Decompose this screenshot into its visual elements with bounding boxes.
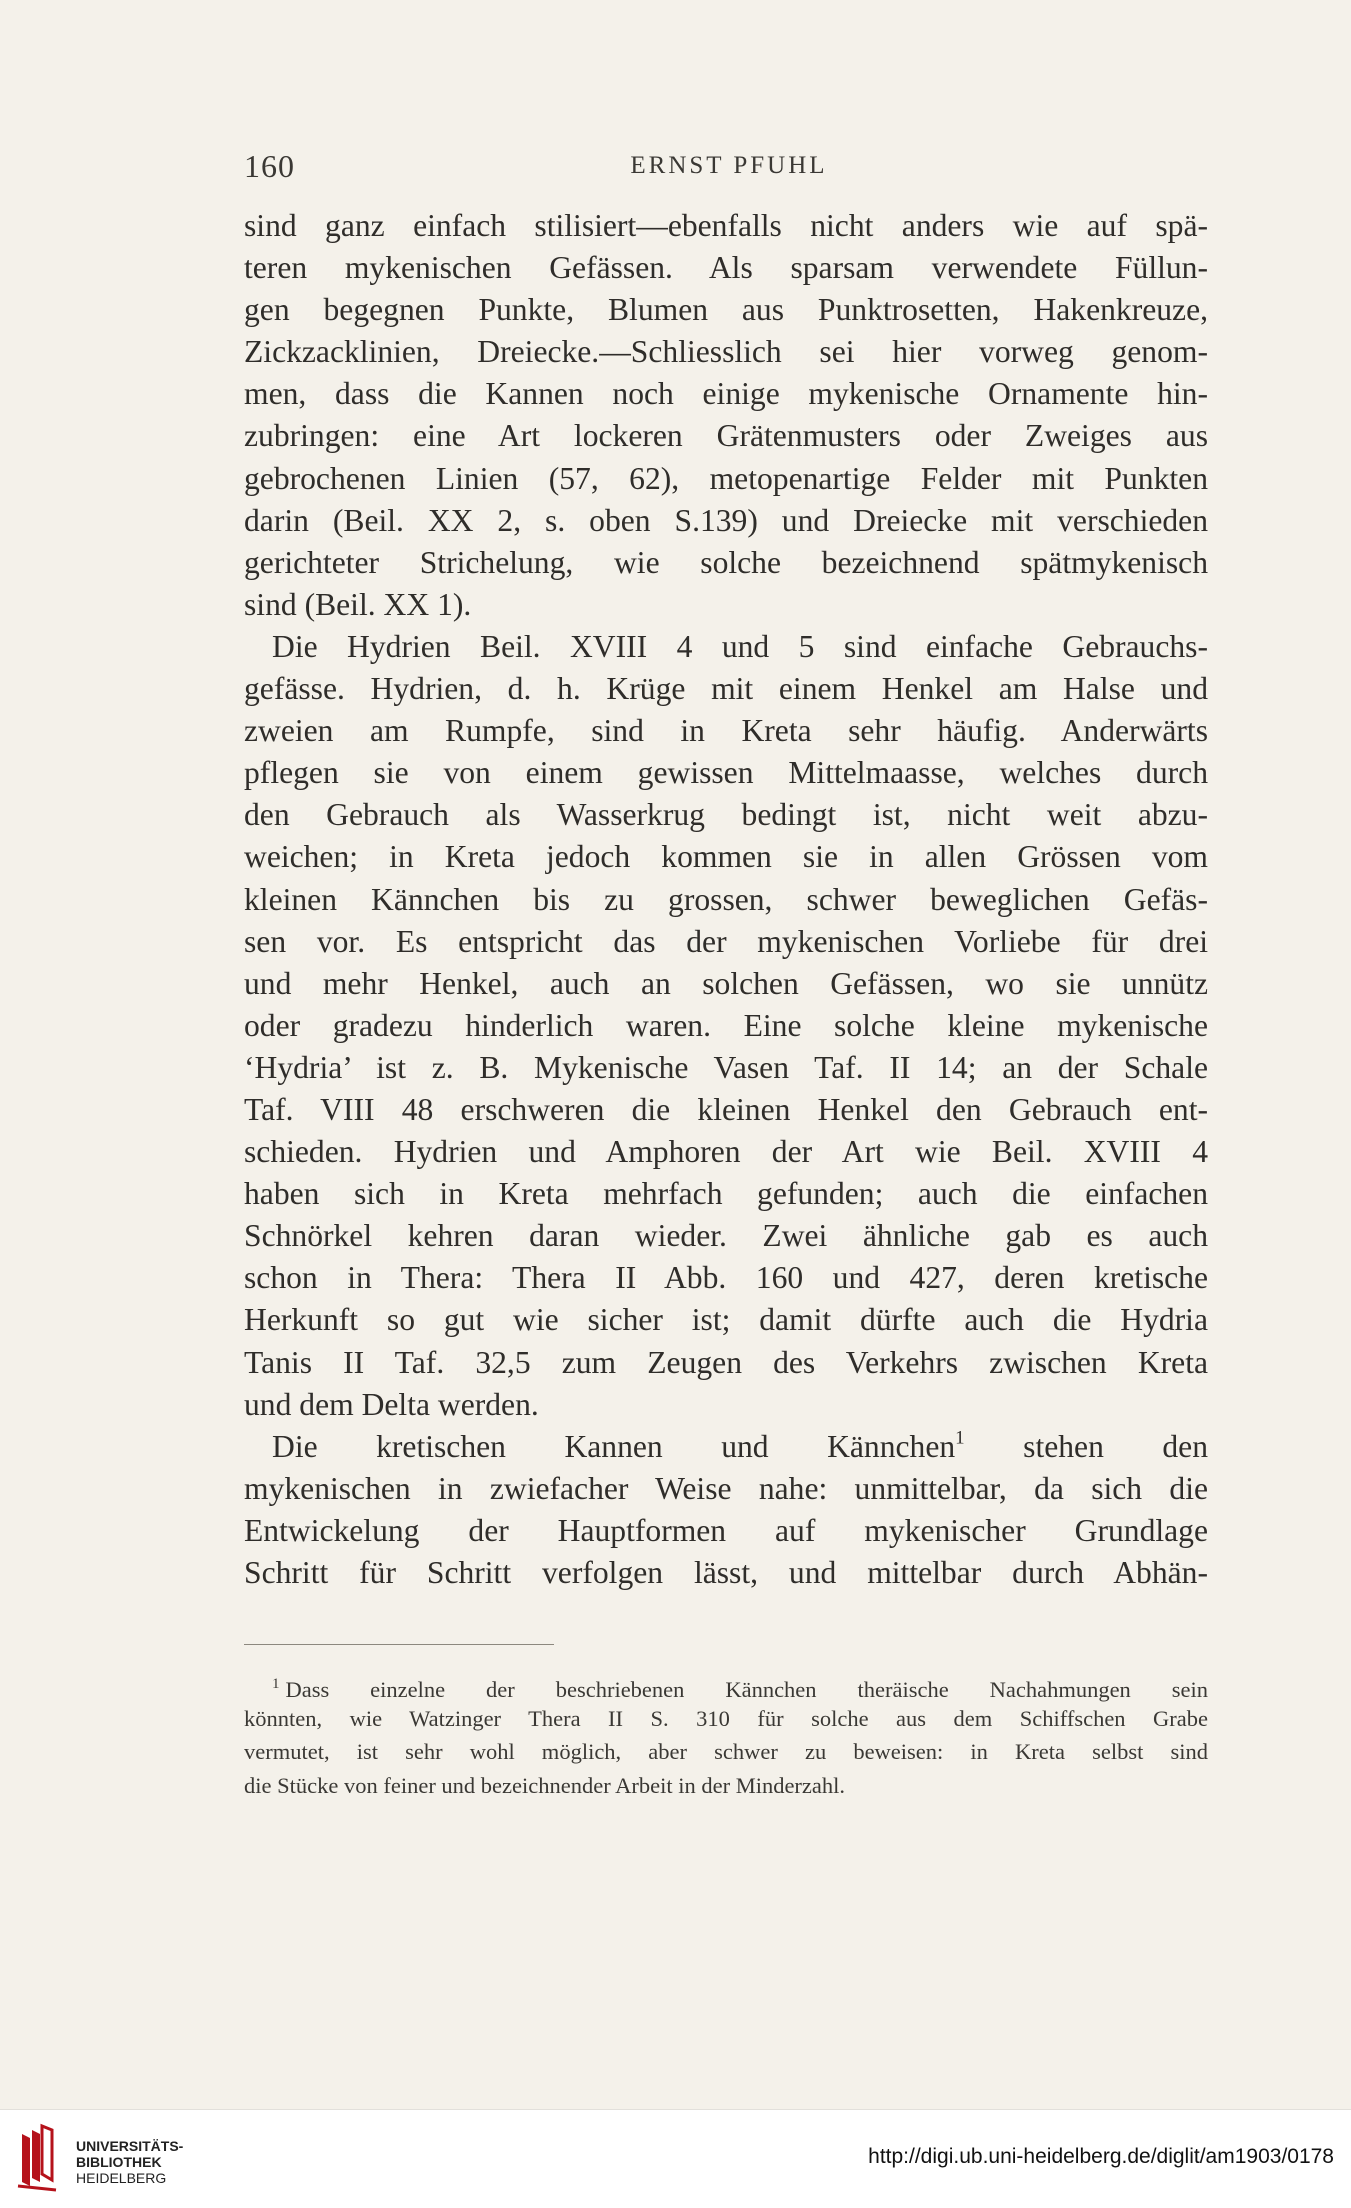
footnote-line xyxy=(244,1668,1208,1702)
page-header xyxy=(244,148,1214,188)
footnote-marker: 1 xyxy=(272,1676,280,1692)
text-line: und mehr Henkel, auch an solchen Gefässen, wo sie unnütz xyxy=(244,965,1208,1001)
text-line: gefässe. Hydrien, d. h. Krüge mit einem Henkel am Halse und xyxy=(244,671,1208,707)
logo-line: BIBLIOTHEK xyxy=(76,2154,162,2170)
text-line: haben sich in Kreta mehrfach gefunden; auch die einfachen xyxy=(244,1176,1208,1212)
text-line: zweien am Rumpfe, sind in Kreta sehr häufig. Anderwärts xyxy=(244,713,1208,749)
viewer-footer xyxy=(0,2109,1351,2208)
text-line: sind ganz einfach stilisiert—ebenfalls nicht anders wie auf spä- xyxy=(244,208,1208,243)
text-line: schon in Thera: Thera II Abb. 160 und 427, deren kretische xyxy=(244,1260,1208,1296)
text-line: Taf. VIII 48 erschweren die kleinen Henkel den Gebrauch ent- xyxy=(244,1091,1208,1127)
text-line: ‘Hydria’ ist z. B. Mykenische Vasen Taf. II 14; an der Schale xyxy=(244,1049,1208,1085)
text-line: Schritt für Schritt verfolgen lässt, und mittelbar durch Abhän- xyxy=(244,1555,1208,1590)
text-line: weichen; in Kreta jedoch kommen sie in allen Grössen vom xyxy=(244,839,1208,875)
text-line: pflegen sie von einem gewissen Mittelmaasse, welches durch xyxy=(244,755,1208,791)
text-line-start: Die kretischen Kannen und Kännchen xyxy=(272,1428,956,1464)
source-url-link[interactable]: http://digi.ub.uni-heidelberg.de/diglit/am1903/0178 xyxy=(868,2145,1334,2168)
text-line: und dem Delta werden. xyxy=(244,1386,539,1422)
footnote-line: könnten, wie Watzinger Thera II S. 310 für solche aus dem Schiffschen Grabe xyxy=(244,1705,1208,1731)
footnote-line: vermutet, ist sehr wohl möglich, aber schwer zu beweisen: in Kreta selbst sind xyxy=(244,1739,1208,1764)
text-line: Entwickelung der Hauptformen auf mykenischer Grundlage xyxy=(244,1512,1208,1548)
text-line: gen begegnen Punkte, Blumen aus Punktrosetten, Hakenkreuze, xyxy=(244,292,1208,328)
text-line-end: stehen den xyxy=(1023,1428,1208,1464)
body-text xyxy=(244,205,1208,1594)
footnote-divider xyxy=(244,1644,554,1645)
text-line: gebrochenen Linien (57, 62), metopenartige Felder mit Punkten xyxy=(244,460,1208,496)
footnote-reference[interactable]: 1 xyxy=(955,1427,965,1449)
page-number: 160 xyxy=(244,148,295,184)
text-line: gerichteter Strichelung, wie solche bezeichnend spätmykenisch xyxy=(244,544,1208,580)
text-line: Schnörkel kehren daran wieder. Zwei ähnliche gab es auch xyxy=(244,1218,1208,1254)
text-line: zubringen: eine Art lockeren Grätenmusters oder Zweiges aus xyxy=(244,418,1208,454)
text-line: teren mykenischen Gefässen. Als sparsam verwendete Füllun- xyxy=(244,250,1208,286)
footnote xyxy=(244,1668,1208,1802)
text-line: mykenischen in zwiefacher Weise nahe: unmittelbar, da sich die xyxy=(244,1470,1208,1506)
text-line: sind (Beil. XX 1). xyxy=(244,586,472,622)
text-line: kleinen Kännchen bis zu grossen, schwer beweglichen Gefäs- xyxy=(244,881,1208,917)
text-line: darin (Beil. XX 2, s. oben S.139) und Dreiecke mit verschieden xyxy=(244,502,1208,538)
logo-line: UNIVERSITÄTS- xyxy=(76,2138,184,2154)
paragraph-start-line xyxy=(244,1426,1208,1468)
text-line: Herkunft so gut wie sicher ist; damit dürfte auch die Hydria xyxy=(244,1302,1208,1338)
text-line: Zickzacklinien, Dreiecke.—Schliesslich sei hier vorweg genom- xyxy=(244,334,1208,370)
text-line: Tanis II Taf. 32,5 zum Zeugen des Verkehrs zwischen Kreta xyxy=(244,1344,1208,1380)
text-line: men, dass die Kannen noch einige mykenische Ornamente hin- xyxy=(244,376,1208,412)
library-logo-icon[interactable] xyxy=(16,2120,60,2192)
logo-line: HEIDELBERG xyxy=(76,2170,167,2186)
text-line: sen vor. Es entspricht das der mykenischen Vorliebe für drei xyxy=(244,923,1208,959)
running-head: ERNST PFUHL xyxy=(630,152,828,179)
text-line: den Gebrauch als Wasserkrug bedingt ist, nicht weit abzu- xyxy=(244,797,1208,833)
footnote-line: die Stücke von feiner und bezeichnender Arbeit in der Minderzahl. xyxy=(244,1772,846,1798)
text-line: schieden. Hydrien und Amphoren der Art wie Beil. XVIII 4 xyxy=(244,1134,1208,1170)
text-line: oder gradezu hinderlich waren. Eine solche kleine mykenische xyxy=(244,1007,1208,1043)
footnote-text: Dass einzelne der beschriebenen Kännchen theräische Nachahmungen sein xyxy=(285,1677,1208,1702)
paragraph-start-line: Die Hydrien Beil. XVIII 4 und 5 sind einfache Gebrauchs- xyxy=(272,628,1208,664)
library-logo-text xyxy=(76,2138,183,2186)
